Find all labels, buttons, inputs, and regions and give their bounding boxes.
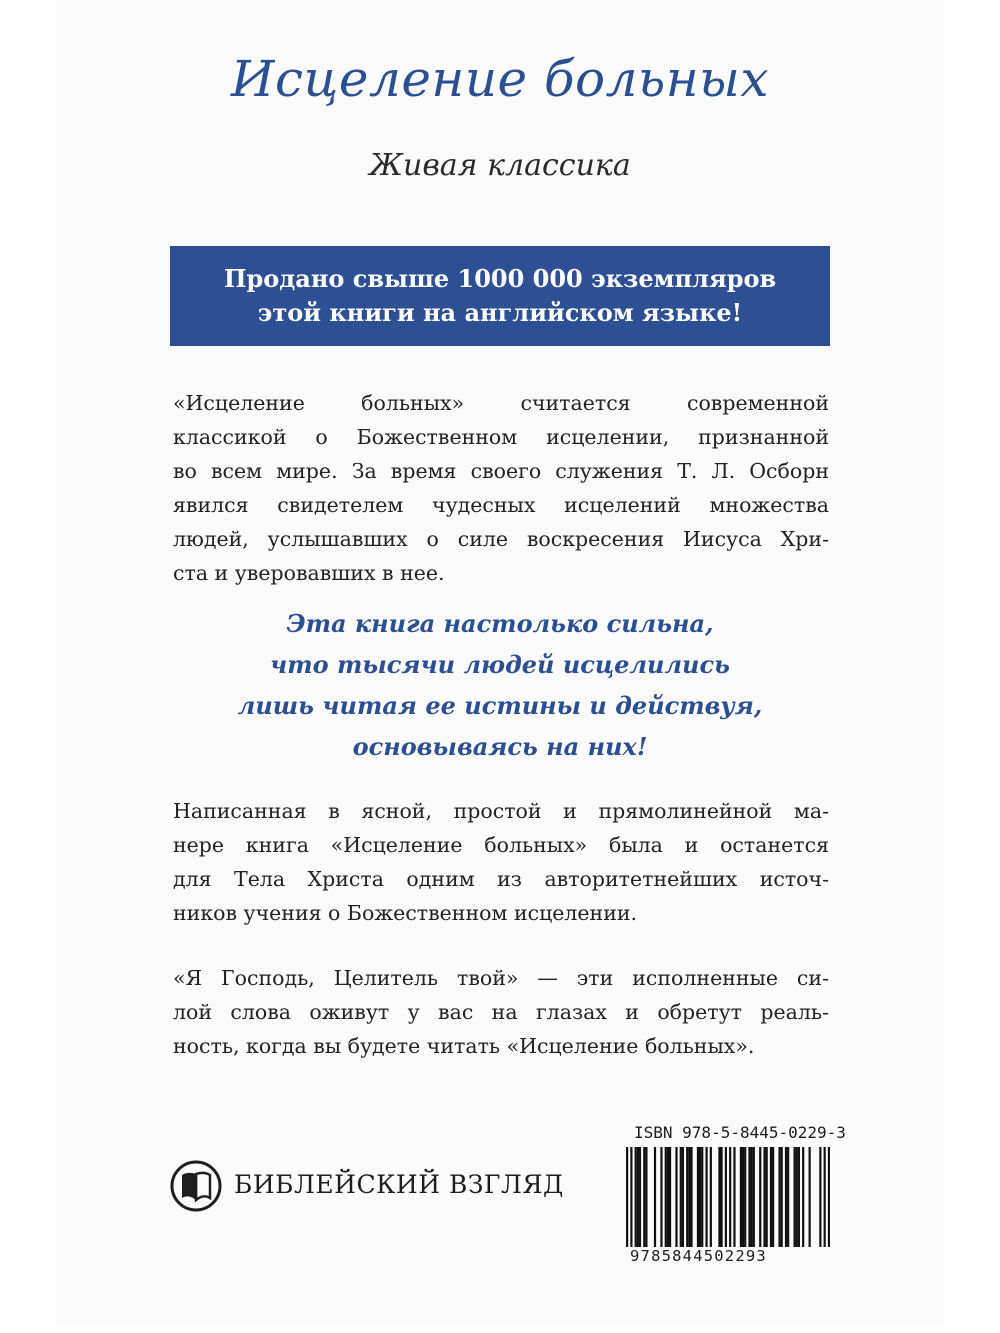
- banner-line: Продано свыше 1000 000 экземпляров: [223, 264, 777, 293]
- barcode-bar: [751, 1147, 753, 1247]
- paragraph-line: Написанная в ясной, простой и прямолинейной ма-: [173, 799, 829, 823]
- barcode-bar: [753, 1147, 755, 1247]
- barcode-bar: [675, 1147, 677, 1247]
- barcode-bar: [697, 1147, 699, 1247]
- paragraph-line: во всем мире. За время своего служения Т. Л. Осборн: [173, 459, 829, 483]
- publisher-name: БИБЛЕЙСКИЙ ВЗГЛЯД: [234, 1170, 564, 1199]
- barcode-bar: [630, 1147, 632, 1247]
- barcode-bar: [824, 1147, 826, 1247]
- barcode-bar: [733, 1147, 735, 1247]
- book-title: Исцеление больных: [230, 50, 770, 108]
- paragraph-line: «Я Господь, Целитель твой» — эти исполненные си-: [173, 966, 829, 990]
- description-paragraph-2: [173, 794, 829, 930]
- quote-line: Эта книга настолько сильна,: [286, 609, 714, 638]
- barcode-bar: [781, 1147, 783, 1247]
- barcode-bar: [637, 1147, 639, 1247]
- barcode-bar: [802, 1147, 804, 1247]
- barcode-bar: [669, 1147, 671, 1247]
- barcode-bar: [785, 1147, 787, 1247]
- barcode-digits: 9785844502293: [630, 1247, 767, 1265]
- barcode-bar: [766, 1147, 768, 1247]
- barcode-bar: [819, 1147, 821, 1247]
- barcode-bar: [660, 1147, 662, 1247]
- barcode-bar: [654, 1147, 656, 1247]
- barcode-bar: [729, 1147, 731, 1247]
- barcode-bar: [796, 1147, 798, 1247]
- highlight-quote: [0, 603, 1000, 767]
- barcode-bar: [744, 1147, 746, 1247]
- barcode-bar: [705, 1147, 707, 1247]
- barcode-bar: [680, 1147, 682, 1247]
- barcode-bar: [635, 1147, 637, 1247]
- description-paragraph-3: [173, 961, 829, 1063]
- quote-line: основываясь на них!: [352, 732, 648, 761]
- paragraph-line: нере книга «Исцеление больных» была и останется: [173, 833, 829, 857]
- isbn-label: ISBN 978-5-8445-0229-3: [634, 1123, 846, 1142]
- barcode-bar: [699, 1147, 701, 1247]
- barcode-bar: [718, 1147, 720, 1247]
- barcode-bar: [772, 1147, 774, 1247]
- paragraph-line: «Исцеление больных» считается современной: [173, 391, 829, 415]
- paragraph-line: классикой о Божественном исцелении, признанной: [173, 425, 829, 449]
- barcode-bar: [690, 1147, 692, 1247]
- barcode-bar: [828, 1147, 830, 1247]
- book-in-circle-icon: [170, 1160, 222, 1212]
- description-paragraph-1: [173, 386, 829, 590]
- barcode-bar: [710, 1147, 712, 1247]
- barcode-bar: [742, 1147, 744, 1247]
- barcode-bar: [809, 1147, 811, 1247]
- barcode-bar: [626, 1147, 628, 1247]
- banner-line: этой книги на английском языке!: [257, 298, 743, 327]
- barcode-bar: [763, 1147, 765, 1247]
- barcode-bar: [686, 1147, 688, 1247]
- paragraph-line: лой слова оживут у вас на глазах и обретут реаль-: [173, 1000, 829, 1024]
- barcode-bar: [665, 1147, 667, 1247]
- barcode-bar: [793, 1147, 795, 1247]
- paragraph-line: ников учения о Божественном исцелении.: [173, 901, 638, 925]
- barcode-bar: [770, 1147, 772, 1247]
- barcode-bar: [688, 1147, 690, 1247]
- quote-line: что тысячи людей исцелились: [270, 650, 730, 679]
- book-subtitle: Живая классика: [369, 148, 631, 183]
- barcode-bar: [667, 1147, 669, 1247]
- barcode-bar: [748, 1147, 750, 1247]
- publisher-logo: [170, 1158, 590, 1218]
- isbn-barcode-block: [626, 1123, 846, 1271]
- barcode-bar: [798, 1147, 800, 1247]
- barcode-bar: [701, 1147, 703, 1247]
- quote-line: лишь читая ее истины и действуя,: [237, 691, 763, 720]
- barcode-bar: [639, 1147, 641, 1247]
- paragraph-line: явился свидетелем чудесных исцелений множества: [173, 493, 829, 517]
- barcode-bar: [725, 1147, 727, 1247]
- paragraph-line: ста и уверовавших в нее.: [173, 561, 445, 585]
- paragraph-line: ность, когда вы будете читать «Исцеление больных».: [173, 1034, 755, 1058]
- barcode-bar: [682, 1147, 684, 1247]
- barcode-bar: [759, 1147, 761, 1247]
- paragraph-line: для Тела Христа одним из авторитетнейших источ-: [173, 867, 829, 891]
- barcode-bar: [720, 1147, 722, 1247]
- barcode-bar: [787, 1147, 789, 1247]
- barcode-bar: [645, 1147, 647, 1247]
- barcode-bar: [643, 1147, 645, 1247]
- barcode-bar: [740, 1147, 742, 1247]
- barcode: [626, 1147, 830, 1247]
- barcode-bar: [778, 1147, 780, 1247]
- sales-banner: [170, 246, 830, 346]
- paragraph-line: людей, услышавших о силе воскресения Иисуса Хри-: [173, 527, 829, 551]
